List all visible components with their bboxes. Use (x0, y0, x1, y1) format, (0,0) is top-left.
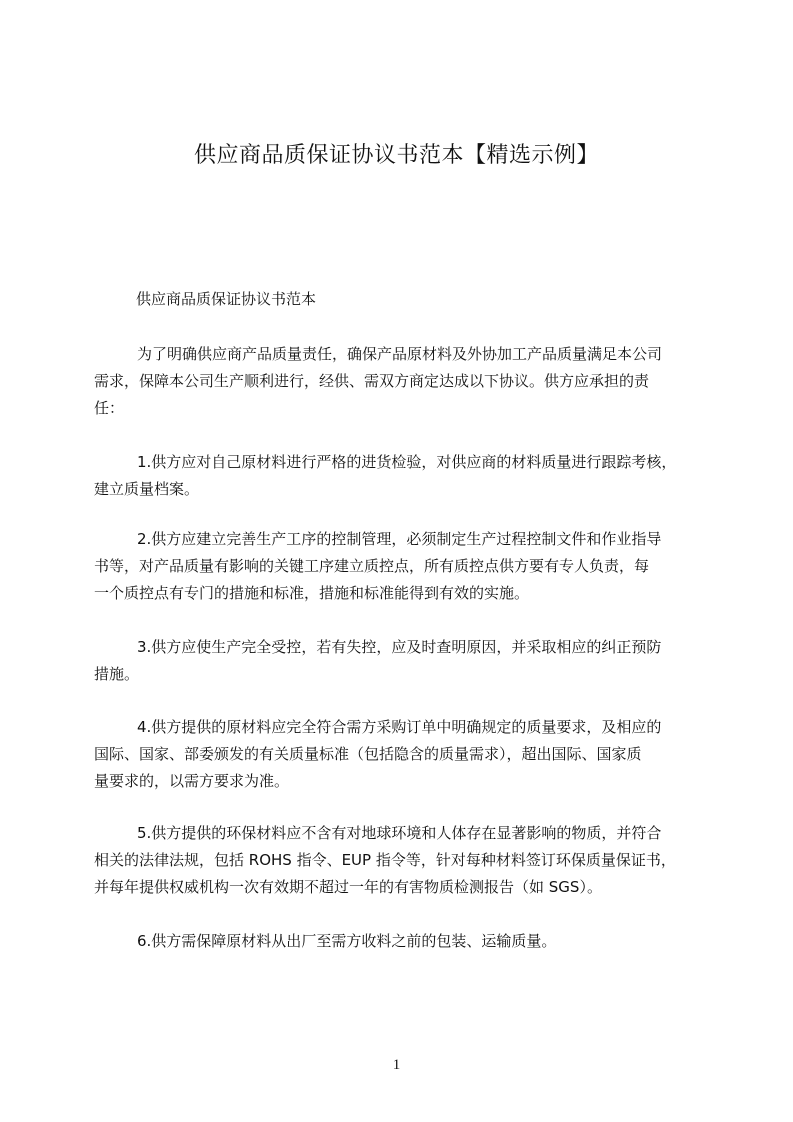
paragraph-line: 书等，对产品质量有影响的关键工序建立质控点，所有质控点供方要有专人负责，每 (94, 557, 650, 575)
paragraph-line: 6.供方需保障原材料从出厂至需方收料之前的包装、运输质量。 (137, 932, 557, 950)
paragraph-line: 国际、国家、部委颁发的有关质量标准（包括隐含的质量需求），超出国际、国家质 (94, 745, 642, 763)
paragraph-line: 1.供方应对自己原材料进行严格的进货检验，对供应商的材料质量进行跟踪考核， (137, 453, 677, 471)
clause-4-paragraph (94, 714, 714, 795)
clause-3-paragraph (94, 634, 714, 688)
clause-5-paragraph (94, 820, 714, 901)
paragraph-line: 5.供方提供的环保材料应不含有对地球环境和人体存在显著影响的物质，并符合 (137, 824, 662, 842)
clause-2-paragraph (94, 526, 714, 607)
paragraph-line: 需求，保障本公司生产顺利进行，经供、需双方商定达成以下协议。供方应承担的责 (94, 372, 650, 390)
paragraph-line: 任： (94, 399, 125, 417)
paragraph-line: 4.供方提供的原材料应完全符合需方采购订单中明确规定的质量要求，及相应的 (137, 718, 662, 736)
paragraph-line: 一个质控点有专门的措施和标准，措施和标准能得到有效的实施。 (94, 584, 530, 602)
paragraph-line: 相关的法律法规，包括 ROHS 指令、EUP 指令等，针对每种材料签订环保质量保证书， (94, 851, 676, 869)
paragraph-line: 建立质量档案。 (94, 480, 200, 498)
paragraph-line: 3.供方应使生产完全受控，若有失控，应及时查明原因，并采取相应的纠正预防 (137, 638, 662, 656)
paragraph-line: 量要求的，以需方要求为准。 (94, 772, 290, 790)
page-number: 1 (392, 1057, 401, 1073)
page-title: 供应商品质保证协议书范本【精选示例】 (193, 143, 599, 168)
clause-1-paragraph (94, 449, 714, 503)
document-subtitle: 供应商品质保证协议书范本 (136, 290, 317, 308)
paragraph-line: 并每年提供权威机构一次有效期不超过一年的有害物质检测报告（如 SGS）。 (94, 878, 602, 896)
paragraph-line: 2.供方应建立完善生产工序的控制管理，必须制定生产过程控制文件和作业指导 (137, 530, 662, 548)
paragraph-line: 措施。 (94, 665, 140, 683)
clause-6-paragraph (94, 928, 714, 955)
paragraph-line: 为了明确供应商产品质量责任，确保产品原材料及外协加工产品质量满足本公司 (137, 345, 663, 363)
intro-paragraph (94, 341, 714, 422)
